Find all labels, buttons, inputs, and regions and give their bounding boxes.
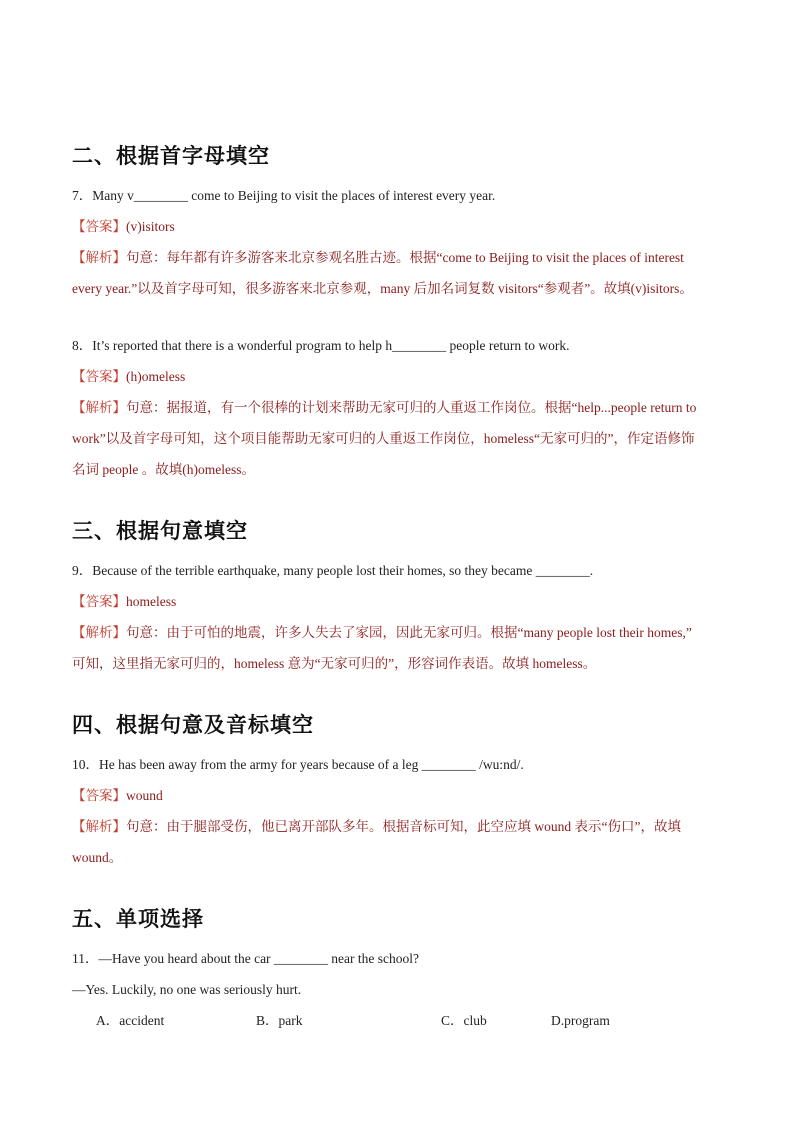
analysis-text: 句意：由于腿部受伤，他已离开部队多年。根据音标可知，此空应填 wound 表示“伤口”，故填 [126,819,681,834]
question-stem: 7．Many v________ come to Beijing to visit the places of interest every year. [72,188,496,203]
section-multiple-choice [72,903,732,1036]
answer-line [72,586,732,617]
question-8 [72,330,732,485]
section-sentence-meaning [72,515,732,679]
answer-tag: 【答案】 [72,219,126,234]
question-stem: 8．It’s reported that there is a wonderful program to help h________ people return to work. [72,338,570,353]
analysis-text: 句意：据报道，有一个很棒的计划来帮助无家可归的人重返工作岗位。根据“help...people return to [126,400,697,415]
analysis-text: 句意：由于可怕的地震，许多人失去了家园，因此无家可归。根据“many people lost their homes,” [126,625,692,640]
option-c[interactable]: C．club [441,1013,487,1028]
section-title: 五、单项选择 [72,907,204,931]
question-stem: 10．He has been away from the army for years because of a leg ________ /wu:nd/. [72,757,524,772]
analysis-text-cont: every year.”以及首字母可知，很多游客来北京参观，many 后加名词复数 visitors“参观者”。故填(v)isitors。 [72,281,693,296]
analysis-line [72,811,732,842]
question-stem: 9．Because of the terrible earthquake, many people lost their homes, so they became ________. [72,563,594,578]
analysis-text-cont: 名词 people 。故填(h)omeless。 [72,462,255,477]
analysis-tag: 【解析】 [72,250,126,265]
analysis-tag: 【解析】 [72,625,126,640]
section-title: 三、根据句意填空 [72,519,248,543]
analysis-line [72,617,732,648]
section-title: 四、根据句意及音标填空 [72,713,314,737]
question-11 [72,943,732,1036]
option-a[interactable]: A．accident [96,1013,165,1028]
option-d[interactable]: D.program [551,1013,610,1028]
answer-line [72,780,732,811]
analysis-tag: 【解析】 [72,400,126,415]
answer-text: (v)isitors [126,219,175,234]
analysis-text: 句意：每年都有许多游客来北京参观名胜古迹。根据“come to Beijing to visit the places of interest [126,250,684,265]
question-stem: 11．—Have you heard about the car ________ near the school? [72,951,420,966]
question-7 [72,180,732,304]
answer-text: wound [126,788,163,803]
option-b[interactable]: B．park [256,1013,303,1028]
question-10 [72,749,732,873]
answer-tag: 【答案】 [72,594,126,609]
analysis-text-cont: 可知，这里指无家可归的，homeless 意为“无家可归的”，形容词作表语。故填 homeless。 [72,656,597,671]
question-9 [72,555,732,679]
analysis-text-cont: work”以及首字母可知，这个项目能帮助无家可归的人重返工作岗位，homeless“无家可归的”，作定语修饰 [72,431,695,446]
options-row [72,1005,732,1036]
document-page [72,140,732,1062]
answer-text: homeless [126,594,177,609]
section-phonetic [72,709,732,873]
section-initial-letter [72,140,732,485]
analysis-line [72,392,732,423]
answer-text: (h)omeless [126,369,186,384]
answer-tag: 【答案】 [72,369,126,384]
answer-line [72,211,732,242]
answer-tag: 【答案】 [72,788,126,803]
question-reply: —Yes. Luckily, no one was seriously hurt. [72,982,302,997]
analysis-text-cont: wound。 [72,850,123,865]
analysis-line [72,242,732,273]
analysis-tag: 【解析】 [72,819,126,834]
answer-line [72,361,732,392]
section-title: 二、根据首字母填空 [72,144,270,168]
